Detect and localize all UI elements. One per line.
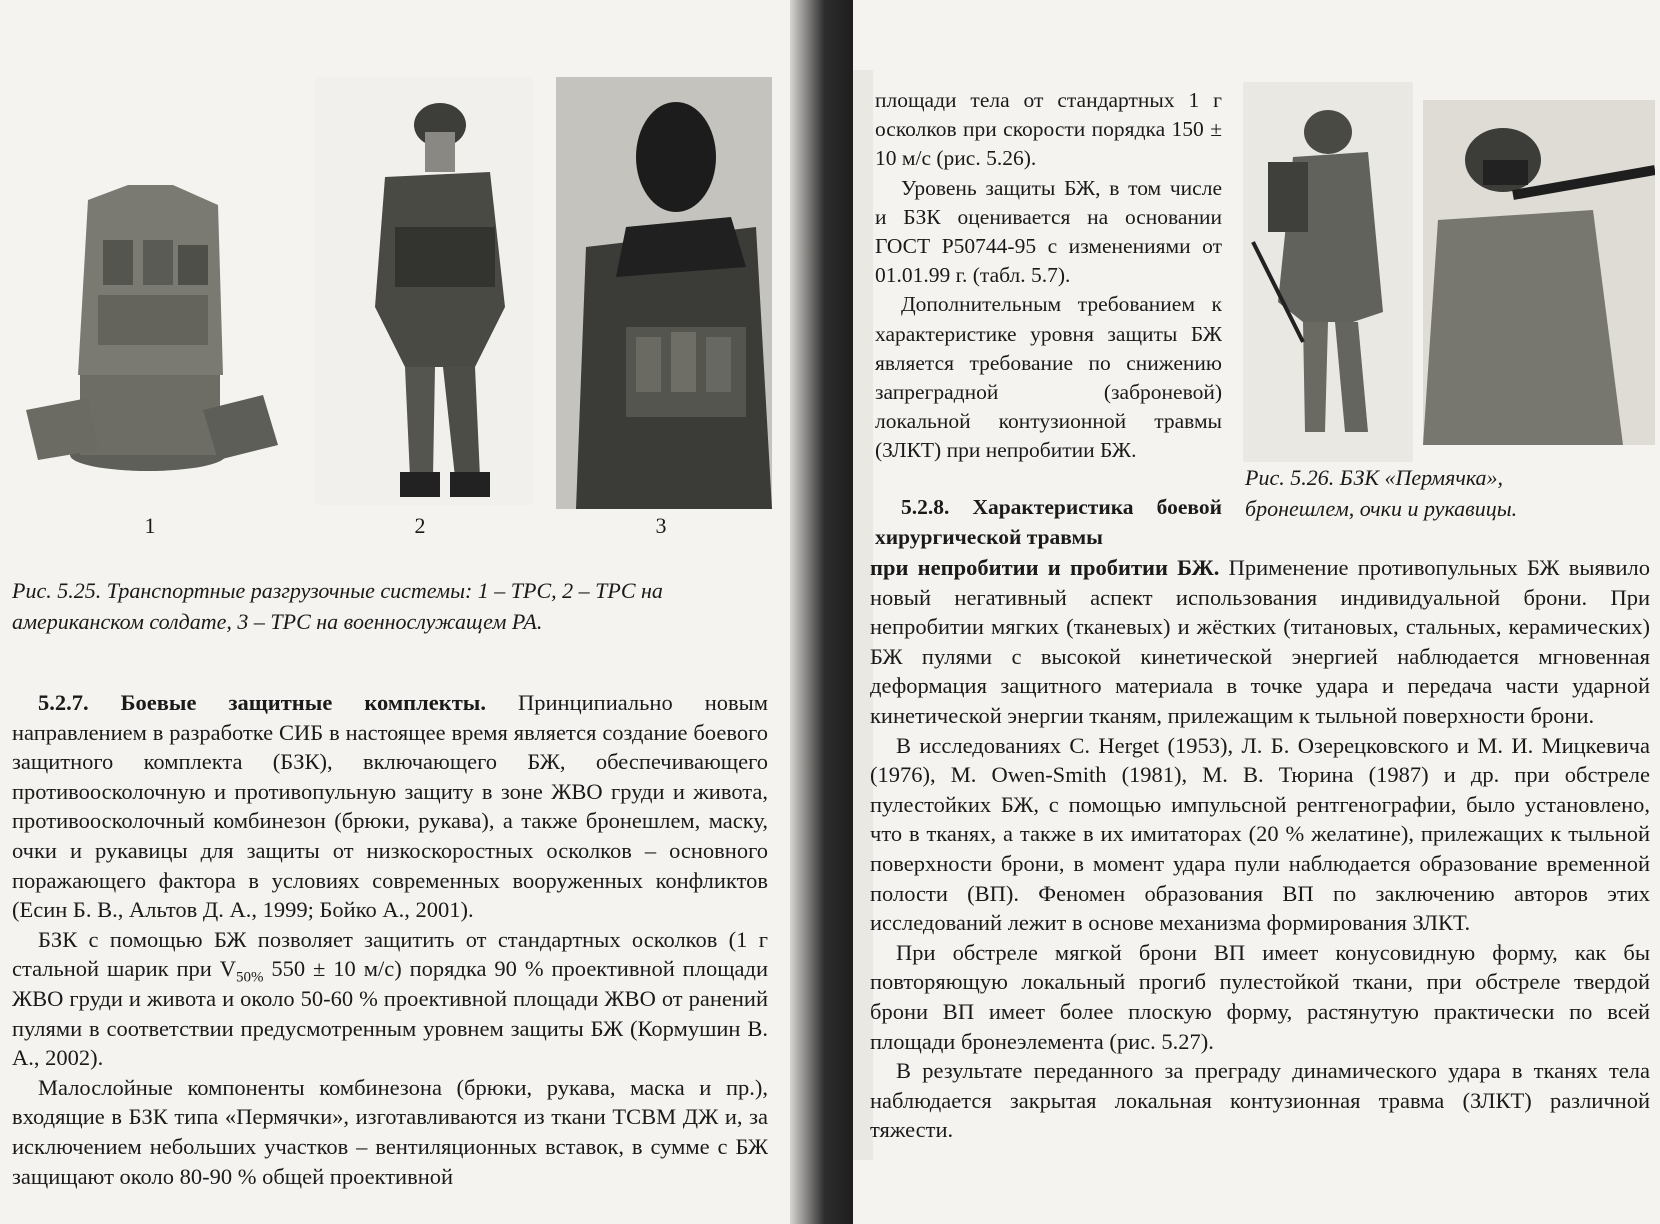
left-body-text (12, 688, 768, 1191)
figure-vest-photo (18, 160, 298, 480)
paragraph-result-zlkt: В результате переданного за преграду динамического удара в тканях тела наблюдается закрытая локальная контузионная травма (ЗЛКТ) различной тяжести. (870, 1058, 1650, 1143)
vest-image (18, 160, 298, 480)
figure-526-permyachka-photo (1243, 82, 1413, 462)
section-528-heading-line: 5.2.8. Характеристика боевой хирургической травмы (875, 495, 1222, 549)
paragraph-soft-armor: При обстреле мягкой брони ВП имеет конусовидную форму, как бы повторяющую локальный прогиб пулестойкой ткани, при обстреле твердой брони ВП имеет более плоскую форму, растянутую практически по всей площади бронеэлемента (рис. 5.27). (870, 939, 1650, 1054)
section-527-body: Принципиально новым направлением в разработке СИБ в настоящее время является создание боевого защитного комплекта (БЗК), включающего БЖ, обеспечивающего противоосколочную и противопульную защиту в зоне ЖВО груди и живота, противоосколочный комбинезон (брюки, рукава), а также бронешлем, маску, очки и рукавицы для защиты от низкоскоростных осколков – основного поражающего фактора в условиях современных вооруженных конфликтов (Есин Б. В., Альтов Д. А., 1999; Бойко А., 2001). (12, 690, 768, 923)
left-page (0, 0, 790, 1224)
paragraph-bzk-protection (12, 925, 768, 1073)
figure-number-2: 2 (414, 513, 426, 538)
figure-526-caption-line2: бронешлем, очки и рукавицы. (1245, 496, 1518, 521)
figure-ra-soldier-photo (556, 77, 772, 509)
paragraph-protection-level: Уровень защиты БЖ, в том числе и БЗК оценивается на основании ГОСТ Р50744-95 с изменениями от 01.01.99 г. (табл. 5.7). (875, 175, 1222, 288)
section-527-paragraph (12, 688, 768, 925)
right-body-text (870, 553, 1650, 1145)
section-528-heading-cont: при непробитии и пробитии БЖ. (870, 555, 1220, 580)
paragraph-area-continued: площади тела от стандартных 1 г осколков при скорости порядка 150 ± 10 м/с (рис. 5.26). (875, 88, 1222, 171)
velocity-subscript: 50% (235, 969, 264, 986)
right-section-528-heading (875, 493, 1222, 552)
figure-526-aiming-photo (1423, 100, 1655, 445)
figure-us-soldier-photo (315, 77, 533, 505)
permyachka-aiming-image (1423, 100, 1655, 445)
figure-number-3: 3 (655, 513, 667, 538)
figure-526-caption-line1: Рис. 5.26. БЗК «Пермячка», (1245, 465, 1504, 490)
figure-525-caption-line1: Рис. 5.25. Транспортные разгрузочные системы: 1 – ТРС, 2 – ТРС на (12, 578, 663, 603)
masked-soldier-image (556, 77, 772, 509)
figure-526-caption (1245, 462, 1655, 524)
figure-525-caption (12, 575, 772, 637)
paragraph-herget-studies: В исследованиях C. Herget (1953), Л. Б. Озерецковского и М. И. Мицкевича (1976), M. Owen-Smith (1981), М. В. Тюрина (1987) и др. при обстреле пулестойких БЖ, с помощью импульсной рентгенографии, было установлено, что в тканях, а также в их имитаторах (20 % желатине), прилежащих к тыльной поверхности брони, в момент удара пули наблюдается образование временной полости (ВП). Феномен образования ВП по заключению авторов этих исследований лежит в основе механизма формирования ЗЛКТ. (870, 732, 1650, 936)
right-page (853, 0, 1660, 1224)
section-527-heading: 5.2.7. Боевые защитные комплекты. (38, 690, 486, 715)
section-528-body: Применение противопульных БЖ выявило новый негативный аспект использования индивидуальной брони. При непробитии мягких (тканевых) и жёстких (титановых, стальных, керамических) БЖ пулями с высокой кинетической энергией наблюдается мгновенная деформация защитного материала в точке удара и передача части ударной кинетической энергии тканям, прилежащим к тыльной поверхности брони. (870, 555, 1651, 728)
paragraph-bzk-text-a: БЗК с помощью БЖ позволяет защитить от стандартных осколков (1 г стальной шарик при V (12, 926, 768, 982)
right-column-text (875, 86, 1222, 466)
paragraph-additional-requirement: Дополнительным требованием к характеристике уровня защиты БЖ является требование по снижению запреградной (заброневой) локальной контузионной травмы (ЗЛКТ) при непробитии БЖ. (875, 292, 1222, 463)
permyachka-standing-image (1243, 82, 1413, 462)
figure-525-caption-line2: американском солдате, 3 – ТРС на военнослужащем РА. (12, 609, 543, 634)
paragraph-coverall-components: Малослойные компоненты комбинезона (брюки, рукава, маска и пр.), входящие в БЗК типа «Пермячки», изготавливаются из ткани ТСВМ ДЖ и, за исключением небольших участков – вентиляционных вставок, в сумме с БЖ защищают около 80-90 % общей проективной (12, 1074, 768, 1189)
soldier-image (315, 77, 533, 505)
section-528-paragraph (870, 553, 1650, 731)
figure-number-1: 1 (144, 513, 156, 538)
book-spine-gutter (790, 0, 853, 1224)
paragraph-bzk-text-b: 550 ± 10 м/с) порядка 90 % проективной площади ЖВО груди и живота и около 50-60 % проективной площади ЖВО от ранений пулями в соответствии предусмотренным уровнем защиты БЖ (Кормушин В. А., 2002). (12, 956, 769, 1071)
